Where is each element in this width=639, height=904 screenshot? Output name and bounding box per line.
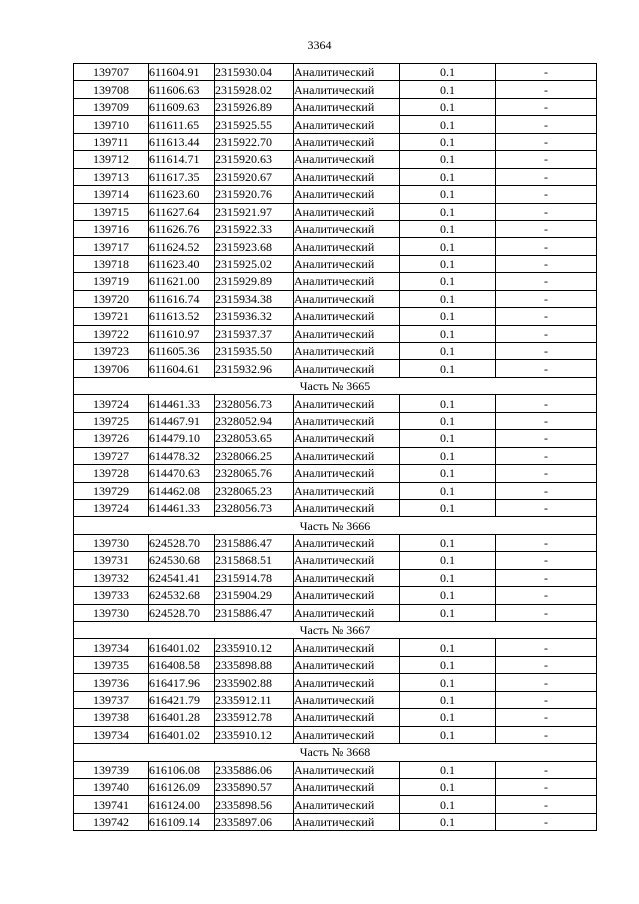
accuracy-cell: 0.1 (400, 133, 496, 150)
note-cell: - (496, 813, 597, 830)
point-number-cell: 139733 (74, 587, 149, 604)
table-row (74, 499, 597, 516)
point-number-cell: 139727 (74, 447, 149, 464)
method-cell: Аналитический (294, 255, 400, 272)
note-cell: - (496, 709, 597, 726)
table-row (74, 709, 597, 726)
x-coordinate-cell: 611617.35 (149, 168, 215, 185)
accuracy-cell: 0.1 (400, 552, 496, 569)
method-cell: Аналитический (294, 778, 400, 795)
method-cell: Аналитический (294, 569, 400, 586)
accuracy-cell: 0.1 (400, 534, 496, 551)
note-cell: - (496, 674, 597, 691)
accuracy-cell: 0.1 (400, 308, 496, 325)
note-cell: - (496, 168, 597, 185)
point-number-cell: 139730 (74, 534, 149, 551)
y-coordinate-cell: 2335912.11 (215, 691, 294, 708)
table-row (74, 133, 597, 150)
y-coordinate-cell: 2315886.47 (215, 604, 294, 621)
table-row (74, 412, 597, 429)
table-row (74, 674, 597, 691)
accuracy-cell: 0.1 (400, 778, 496, 795)
x-coordinate-cell: 611604.61 (149, 360, 215, 377)
x-coordinate-cell: 611605.36 (149, 343, 215, 360)
table-row (74, 343, 597, 360)
x-coordinate-cell: 616124.00 (149, 796, 215, 813)
table-row (74, 796, 597, 813)
x-coordinate-cell: 611604.91 (149, 64, 215, 81)
point-number-cell: 139707 (74, 64, 149, 81)
note-cell: - (496, 81, 597, 98)
note-cell: - (496, 343, 597, 360)
note-cell: - (496, 604, 597, 621)
note-cell: - (496, 447, 597, 464)
method-cell: Аналитический (294, 552, 400, 569)
x-coordinate-cell: 614479.10 (149, 430, 215, 447)
accuracy-cell: 0.1 (400, 430, 496, 447)
table-row (74, 203, 597, 220)
y-coordinate-cell: 2335912.78 (215, 709, 294, 726)
x-coordinate-cell: 616126.09 (149, 778, 215, 795)
note-cell: - (496, 325, 597, 342)
y-coordinate-cell: 2335910.12 (215, 726, 294, 743)
point-number-cell: 139724 (74, 395, 149, 412)
point-number-cell: 139724 (74, 499, 149, 516)
point-number-cell: 139741 (74, 796, 149, 813)
accuracy-cell: 0.1 (400, 290, 496, 307)
y-coordinate-cell: 2335898.88 (215, 656, 294, 673)
table-row (74, 430, 597, 447)
table-row (74, 604, 597, 621)
method-cell: Аналитический (294, 639, 400, 656)
x-coordinate-cell: 616106.08 (149, 761, 215, 778)
x-coordinate-cell: 611613.44 (149, 133, 215, 150)
x-coordinate-cell: 611627.64 (149, 203, 215, 220)
y-coordinate-cell: 2315914.78 (215, 569, 294, 586)
method-cell: Аналитический (294, 534, 400, 551)
x-coordinate-cell: 614462.08 (149, 482, 215, 499)
accuracy-cell: 0.1 (400, 151, 496, 168)
method-cell: Аналитический (294, 308, 400, 325)
y-coordinate-cell: 2328065.23 (215, 482, 294, 499)
point-number-cell: 139711 (74, 133, 149, 150)
method-cell: Аналитический (294, 604, 400, 621)
note-cell: - (496, 220, 597, 237)
accuracy-cell: 0.1 (400, 64, 496, 81)
accuracy-cell: 0.1 (400, 273, 496, 290)
table-row (74, 81, 597, 98)
note-cell: - (496, 273, 597, 290)
method-cell: Аналитический (294, 64, 400, 81)
table-row (74, 395, 597, 412)
y-coordinate-cell: 2335910.12 (215, 639, 294, 656)
method-cell: Аналитический (294, 465, 400, 482)
accuracy-cell: 0.1 (400, 499, 496, 516)
y-coordinate-cell: 2315925.55 (215, 116, 294, 133)
x-coordinate-cell: 624530.68 (149, 552, 215, 569)
note-cell: - (496, 569, 597, 586)
note-cell: - (496, 395, 597, 412)
point-number-cell: 139740 (74, 778, 149, 795)
point-number-cell: 139722 (74, 325, 149, 342)
accuracy-cell: 0.1 (400, 255, 496, 272)
y-coordinate-cell: 2328065.76 (215, 465, 294, 482)
point-number-cell: 139725 (74, 412, 149, 429)
x-coordinate-cell: 611626.76 (149, 220, 215, 237)
table-row (74, 761, 597, 778)
table-row (74, 447, 597, 464)
table-row (74, 220, 597, 237)
y-coordinate-cell: 2315886.47 (215, 534, 294, 551)
y-coordinate-cell: 2315922.70 (215, 133, 294, 150)
method-cell: Аналитический (294, 238, 400, 255)
point-number-cell: 139734 (74, 639, 149, 656)
point-number-cell: 139735 (74, 656, 149, 673)
accuracy-cell: 0.1 (400, 81, 496, 98)
table-row (74, 308, 597, 325)
method-cell: Аналитический (294, 168, 400, 185)
accuracy-cell: 0.1 (400, 726, 496, 743)
method-cell: Аналитический (294, 447, 400, 464)
accuracy-cell: 0.1 (400, 203, 496, 220)
table-row (74, 325, 597, 342)
y-coordinate-cell: 2315936.32 (215, 308, 294, 325)
method-cell: Аналитический (294, 412, 400, 429)
x-coordinate-cell: 611623.60 (149, 186, 215, 203)
y-coordinate-cell: 2315920.67 (215, 168, 294, 185)
method-cell: Аналитический (294, 482, 400, 499)
table-row (74, 273, 597, 290)
coordinates-table (73, 63, 597, 831)
accuracy-cell: 0.1 (400, 813, 496, 830)
point-number-cell: 139715 (74, 203, 149, 220)
note-cell: - (496, 64, 597, 81)
point-number-cell: 139719 (74, 273, 149, 290)
y-coordinate-cell: 2335886.06 (215, 761, 294, 778)
method-cell: Аналитический (294, 674, 400, 691)
table-row (74, 186, 597, 203)
accuracy-cell: 0.1 (400, 482, 496, 499)
method-cell: Аналитический (294, 186, 400, 203)
note-cell: - (496, 796, 597, 813)
method-cell: Аналитический (294, 325, 400, 342)
point-number-cell: 139734 (74, 726, 149, 743)
accuracy-cell: 0.1 (400, 761, 496, 778)
note-cell: - (496, 656, 597, 673)
accuracy-cell: 0.1 (400, 395, 496, 412)
accuracy-cell: 0.1 (400, 447, 496, 464)
x-coordinate-cell: 616417.96 (149, 674, 215, 691)
coordinates-table-body (74, 64, 597, 831)
note-cell: - (496, 691, 597, 708)
table-row (74, 116, 597, 133)
method-cell: Аналитический (294, 151, 400, 168)
note-cell: - (496, 203, 597, 220)
method-cell: Аналитический (294, 395, 400, 412)
accuracy-cell: 0.1 (400, 116, 496, 133)
note-cell: - (496, 360, 597, 377)
y-coordinate-cell: 2315926.89 (215, 98, 294, 115)
accuracy-cell: 0.1 (400, 360, 496, 377)
x-coordinate-cell: 611610.97 (149, 325, 215, 342)
point-number-cell: 139718 (74, 255, 149, 272)
accuracy-cell: 0.1 (400, 656, 496, 673)
accuracy-cell: 0.1 (400, 639, 496, 656)
y-coordinate-cell: 2315923.68 (215, 238, 294, 255)
point-number-cell: 139737 (74, 691, 149, 708)
method-cell: Аналитический (294, 360, 400, 377)
accuracy-cell: 0.1 (400, 186, 496, 203)
method-cell: Аналитический (294, 116, 400, 133)
x-coordinate-cell: 624528.70 (149, 604, 215, 621)
note-cell: - (496, 534, 597, 551)
table-row (74, 691, 597, 708)
x-coordinate-cell: 611613.52 (149, 308, 215, 325)
page-number: 3364 (307, 38, 332, 52)
point-number-cell: 139714 (74, 186, 149, 203)
method-cell: Аналитический (294, 813, 400, 830)
note-cell: - (496, 465, 597, 482)
point-number-cell: 139732 (74, 569, 149, 586)
x-coordinate-cell: 611606.63 (149, 81, 215, 98)
table-row (74, 64, 597, 81)
part-header-row (74, 377, 597, 394)
table-row (74, 534, 597, 551)
x-coordinate-cell: 616401.02 (149, 639, 215, 656)
x-coordinate-cell: 616401.02 (149, 726, 215, 743)
method-cell: Аналитический (294, 587, 400, 604)
method-cell: Аналитический (294, 709, 400, 726)
table-row (74, 587, 597, 604)
x-coordinate-cell: 616109.14 (149, 813, 215, 830)
x-coordinate-cell: 611611.65 (149, 116, 215, 133)
method-cell: Аналитический (294, 691, 400, 708)
table-row (74, 98, 597, 115)
method-cell: Аналитический (294, 761, 400, 778)
note-cell: - (496, 639, 597, 656)
point-number-cell: 139742 (74, 813, 149, 830)
point-number-cell: 139730 (74, 604, 149, 621)
note-cell: - (496, 308, 597, 325)
x-coordinate-cell: 616421.79 (149, 691, 215, 708)
table-row (74, 569, 597, 586)
table-row (74, 639, 597, 656)
method-cell: Аналитический (294, 203, 400, 220)
y-coordinate-cell: 2315929.89 (215, 273, 294, 290)
accuracy-cell: 0.1 (400, 465, 496, 482)
accuracy-cell: 0.1 (400, 604, 496, 621)
table-row (74, 255, 597, 272)
table-row (74, 813, 597, 830)
x-coordinate-cell: 616401.28 (149, 709, 215, 726)
x-coordinate-cell: 614478.32 (149, 447, 215, 464)
method-cell: Аналитический (294, 133, 400, 150)
point-number-cell: 139738 (74, 709, 149, 726)
method-cell: Аналитический (294, 656, 400, 673)
table-row (74, 656, 597, 673)
point-number-cell: 139736 (74, 674, 149, 691)
point-number-cell: 139728 (74, 465, 149, 482)
part-title: Часть № 3665 (74, 377, 597, 394)
note-cell: - (496, 778, 597, 795)
accuracy-cell: 0.1 (400, 325, 496, 342)
part-header-row (74, 744, 597, 761)
accuracy-cell: 0.1 (400, 569, 496, 586)
method-cell: Аналитический (294, 499, 400, 516)
x-coordinate-cell: 611624.52 (149, 238, 215, 255)
y-coordinate-cell: 2315930.04 (215, 64, 294, 81)
point-number-cell: 139708 (74, 81, 149, 98)
point-number-cell: 139712 (74, 151, 149, 168)
x-coordinate-cell: 611623.40 (149, 255, 215, 272)
accuracy-cell: 0.1 (400, 168, 496, 185)
note-cell: - (496, 238, 597, 255)
point-number-cell: 139739 (74, 761, 149, 778)
y-coordinate-cell: 2328053.65 (215, 430, 294, 447)
y-coordinate-cell: 2315935.50 (215, 343, 294, 360)
accuracy-cell: 0.1 (400, 587, 496, 604)
y-coordinate-cell: 2315932.96 (215, 360, 294, 377)
part-title: Часть № 3668 (74, 744, 597, 761)
accuracy-cell: 0.1 (400, 674, 496, 691)
table-row (74, 290, 597, 307)
point-number-cell: 139716 (74, 220, 149, 237)
table-row (74, 726, 597, 743)
table-row (74, 465, 597, 482)
accuracy-cell: 0.1 (400, 238, 496, 255)
note-cell: - (496, 116, 597, 133)
note-cell: - (496, 186, 597, 203)
note-cell: - (496, 552, 597, 569)
y-coordinate-cell: 2335898.56 (215, 796, 294, 813)
method-cell: Аналитический (294, 796, 400, 813)
table-row (74, 238, 597, 255)
method-cell: Аналитический (294, 726, 400, 743)
part-header-row (74, 622, 597, 639)
y-coordinate-cell: 2315868.51 (215, 552, 294, 569)
point-number-cell: 139723 (74, 343, 149, 360)
method-cell: Аналитический (294, 290, 400, 307)
method-cell: Аналитический (294, 430, 400, 447)
note-cell: - (496, 98, 597, 115)
y-coordinate-cell: 2328066.25 (215, 447, 294, 464)
table-row (74, 552, 597, 569)
x-coordinate-cell: 611616.74 (149, 290, 215, 307)
point-number-cell: 139726 (74, 430, 149, 447)
note-cell: - (496, 482, 597, 499)
y-coordinate-cell: 2328056.73 (215, 499, 294, 516)
y-coordinate-cell: 2315920.76 (215, 186, 294, 203)
accuracy-cell: 0.1 (400, 412, 496, 429)
x-coordinate-cell: 614461.33 (149, 395, 215, 412)
accuracy-cell: 0.1 (400, 796, 496, 813)
y-coordinate-cell: 2335897.06 (215, 813, 294, 830)
method-cell: Аналитический (294, 220, 400, 237)
accuracy-cell: 0.1 (400, 98, 496, 115)
point-number-cell: 139717 (74, 238, 149, 255)
table-row (74, 482, 597, 499)
table-row (74, 360, 597, 377)
x-coordinate-cell: 624532.68 (149, 587, 215, 604)
accuracy-cell: 0.1 (400, 691, 496, 708)
y-coordinate-cell: 2315920.63 (215, 151, 294, 168)
method-cell: Аналитический (294, 81, 400, 98)
y-coordinate-cell: 2315925.02 (215, 255, 294, 272)
point-number-cell: 139720 (74, 290, 149, 307)
note-cell: - (496, 133, 597, 150)
table-row (74, 778, 597, 795)
x-coordinate-cell: 614470.63 (149, 465, 215, 482)
x-coordinate-cell: 611609.63 (149, 98, 215, 115)
y-coordinate-cell: 2315928.02 (215, 81, 294, 98)
y-coordinate-cell: 2315934.38 (215, 290, 294, 307)
y-coordinate-cell: 2328052.94 (215, 412, 294, 429)
note-cell: - (496, 412, 597, 429)
point-number-cell: 139721 (74, 308, 149, 325)
point-number-cell: 139706 (74, 360, 149, 377)
point-number-cell: 139729 (74, 482, 149, 499)
note-cell: - (496, 430, 597, 447)
part-title: Часть № 3667 (74, 622, 597, 639)
y-coordinate-cell: 2328056.73 (215, 395, 294, 412)
x-coordinate-cell: 624528.70 (149, 534, 215, 551)
accuracy-cell: 0.1 (400, 709, 496, 726)
method-cell: Аналитический (294, 98, 400, 115)
note-cell: - (496, 255, 597, 272)
y-coordinate-cell: 2335890.57 (215, 778, 294, 795)
y-coordinate-cell: 2315921.97 (215, 203, 294, 220)
part-title: Часть № 3666 (74, 517, 597, 534)
point-number-cell: 139731 (74, 552, 149, 569)
method-cell: Аналитический (294, 273, 400, 290)
y-coordinate-cell: 2315922.33 (215, 220, 294, 237)
table-row (74, 168, 597, 185)
note-cell: - (496, 761, 597, 778)
point-number-cell: 139713 (74, 168, 149, 185)
x-coordinate-cell: 611621.00 (149, 273, 215, 290)
x-coordinate-cell: 614461.33 (149, 499, 215, 516)
point-number-cell: 139709 (74, 98, 149, 115)
x-coordinate-cell: 624541.41 (149, 569, 215, 586)
note-cell: - (496, 587, 597, 604)
part-header-row (74, 517, 597, 534)
y-coordinate-cell: 2315904.29 (215, 587, 294, 604)
y-coordinate-cell: 2315937.37 (215, 325, 294, 342)
x-coordinate-cell: 616408.58 (149, 656, 215, 673)
note-cell: - (496, 151, 597, 168)
y-coordinate-cell: 2335902.88 (215, 674, 294, 691)
note-cell: - (496, 726, 597, 743)
note-cell: - (496, 290, 597, 307)
accuracy-cell: 0.1 (400, 343, 496, 360)
x-coordinate-cell: 614467.91 (149, 412, 215, 429)
table-row (74, 151, 597, 168)
method-cell: Аналитический (294, 343, 400, 360)
x-coordinate-cell: 611614.71 (149, 151, 215, 168)
note-cell: - (496, 499, 597, 516)
point-number-cell: 139710 (74, 116, 149, 133)
accuracy-cell: 0.1 (400, 220, 496, 237)
